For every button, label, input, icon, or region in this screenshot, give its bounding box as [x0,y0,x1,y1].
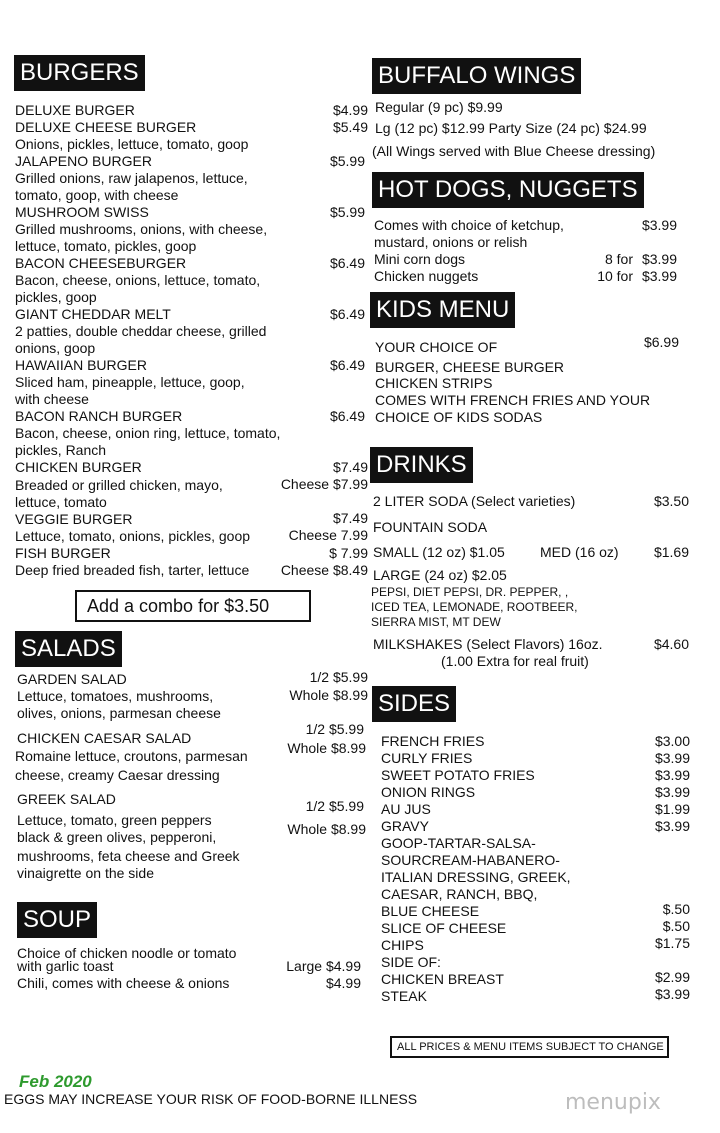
combo-box: Add a combo for $3.50 [75,590,311,622]
hawaiian-burger-price: $6.49 [329,357,365,373]
mushroom-description-1: Grilled mushrooms, onions, with cheese, [15,221,268,237]
chips: CHIPS [381,937,424,953]
wings-large-party: Lg (12 pc) $12.99 Party Size (24 pc) $24.99 [375,120,647,136]
french-fries-price: $3.00 [654,733,690,749]
buffalo-wings-header: BUFFALO WINGS [372,58,581,94]
menupix-watermark: menupix [565,1090,661,1115]
hot-dog-description-2: mustard, onions or relish [374,234,528,250]
deluxe-cheese-burger: DELUXE CHEESE BURGER [15,119,197,135]
soup-description-2: with garlic toast [17,958,114,974]
blue-cheese: BLUE CHEESE [381,903,480,919]
mini-corn-dogs: Mini corn dogs [374,251,466,267]
chicken-breast: CHICKEN BREAST [381,971,504,987]
garden-salad: GARDEN SALAD [17,671,127,687]
kids-choice: YOUR CHOICE OF [375,339,498,355]
fish-cheese-price: Cheese $8.49 [280,562,368,578]
cheddar-description-2: onions, goop [15,340,96,356]
deluxe-cheese-burger-price: $5.49 [332,119,368,135]
au-jus-price: $1.99 [654,801,690,817]
soda-flavors-1: PEPSI, DIET PEPSI, DR. PEPPER, , [371,585,569,599]
greek-description-1: Lettuce, tomato, green peppers [17,812,212,828]
chicken-description-2: lettuce, tomato [15,494,107,510]
fountain-soda: FOUNTAIN SODA [373,519,488,535]
salads-header: SALADS [15,631,122,667]
wings-regular: Regular (9 pc) $9.99 [375,99,503,115]
garden-salad-half-price: 1/2 $5.99 [309,669,368,685]
soda-flavors-2: ICED TEA, LEMONADE, ROOTBEER, [371,600,578,614]
jalapeno-description-1: Grilled onions, raw jalapenos, lettuce, [15,170,248,186]
soup-large-price: Large $4.99 [286,958,361,974]
steak-price: $3.99 [654,986,690,1002]
small-soda: SMALL (12 oz) $1.05 [373,544,505,560]
mushroom-description-2: lettuce, tomato, pickles, goop [15,238,197,254]
fish-burger-price: $ 7.99 [329,545,368,561]
sauces-1: GOOP-TARTAR-SALSA- [381,835,536,851]
milkshakes-price: $4.60 [653,636,689,652]
greek-whole-price: Whole $8.99 [287,821,366,837]
veggie-cheese-price: Cheese 7.99 [288,527,368,543]
deluxe-burger: DELUXE BURGER [15,102,135,118]
cheddar-description-1: 2 patties, double cheddar cheese, grilled [15,323,267,339]
kids-menu-header: KIDS MENU [370,292,515,328]
curly-fries: CURLY FRIES [381,750,473,766]
bacon-ranch-description-2: pickles, Ranch [15,442,107,458]
bacon-description-1: Bacon, cheese, onions, lettuce, tomato, [15,272,261,288]
jalapeno-burger-price: $5.99 [329,153,365,169]
chili-price: $4.99 [325,975,361,991]
soda-flavors-3: SIERRA MIST, MT DEW [371,615,501,629]
kids-option-1: BURGER, CHEESE BURGER [375,359,565,375]
chicken-nuggets: Chicken nuggets [374,268,479,284]
bacon-cheeseburger: BACON CHEESEBURGER [15,255,187,271]
gravy: GRAVY [381,818,429,834]
mushroom-swiss-price: $5.99 [329,204,365,220]
chicken-burger: CHICKEN BURGER [15,459,142,475]
steak: STEAK [381,988,427,1004]
greek-salad: GREEK SALAD [17,791,116,807]
chili-description: Chili, comes with cheese & onions [17,975,230,991]
giant-cheddar-melt-price: $6.49 [329,306,365,322]
bacon-ranch-burger-price: $6.49 [329,408,365,424]
fish-description: Deep fried breaded fish, tarter, lettuce [15,562,250,578]
caesar-description-1: Romaine lettuce, croutons, parmesan [15,748,248,764]
au-jus: AU JUS [381,801,431,817]
medium-soda: MED (16 oz) [540,544,619,560]
burgers-header: BURGERS [14,55,145,91]
garden-description-2: olives, onions, parmesan cheese [17,705,221,721]
slice-of-cheese: SLICE OF CHEESE [381,920,507,936]
greek-description-3: mushrooms, feta cheese and Greek [17,848,240,864]
chicken-breast-price: $2.99 [654,969,690,985]
kids-option-2: CHICKEN STRIPS [375,375,493,391]
sweet-potato-fries: SWEET POTATO FRIES [381,767,535,783]
chips-price: $1.75 [654,935,690,951]
hot-dog-description-1: Comes with choice of ketchup, [374,217,564,233]
veggie-burger-price: $7.49 [332,510,368,526]
chicken-cheese-price: Cheese $7.99 [280,476,368,492]
french-fries: FRENCH FRIES [381,733,485,749]
caesar-description-2: cheese, creamy Caesar dressing [15,767,220,783]
slice-of-cheese-price: $.50 [662,918,690,934]
blue-cheese-price: $.50 [662,901,690,917]
onion-rings-price: $3.99 [654,784,690,800]
corn-dogs-quantity: 8 for [604,251,633,267]
kids-price: $6.99 [643,334,679,350]
nuggets-quantity: 10 for [597,268,633,284]
greek-description-4: vinaigrette on the side [17,865,154,881]
two-liter-price: $3.50 [653,493,689,509]
hawaiian-description-1: Sliced ham, pineapple, lettuce, goop, [15,374,245,390]
deluxe-description: Onions, pickles, lettuce, tomato, goop [15,136,249,152]
menu-date: Feb 2020 [19,1072,92,1091]
drinks-header: DRINKS [370,447,473,483]
milkshakes: MILKSHAKES (Select Flavors) 16oz. [373,636,603,652]
sauces-4: CAESAR, RANCH, BBQ, [381,886,538,902]
large-soda: LARGE (24 oz) $2.05 [373,567,507,583]
chicken-caesar-salad: CHICKEN CAESAR SALAD [17,730,192,746]
hot-dogs-header: HOT DOGS, NUGGETS [372,172,644,208]
fish-burger: FISH BURGER [15,545,111,561]
nuggets-price: $3.99 [641,268,677,284]
gravy-price: $3.99 [654,818,690,834]
deluxe-burger-price: $4.99 [332,102,368,118]
sides-header: SIDES [372,686,456,722]
chicken-burger-price: $7.49 [332,459,368,475]
bacon-cheeseburger-price: $6.49 [329,255,365,271]
kids-description-2: CHOICE OF KIDS SODAS [375,409,543,425]
hot-dog-price: $3.99 [641,217,677,233]
giant-cheddar-melt: GIANT CHEDDAR MELT [15,306,171,322]
chicken-description-1: Breaded or grilled chicken, mayo, [15,477,223,493]
bacon-ranch-burger: BACON RANCH BURGER [15,408,183,424]
medium-soda-price: $1.69 [653,544,689,560]
food-safety-warning: EGGS MAY INCREASE YOUR RISK OF FOOD-BORNE ILLNESS [4,1091,418,1107]
veggie-description: Lettuce, tomato, onions, pickles, goop [15,528,251,544]
jalapeno-burger: JALAPENO BURGER [15,153,152,169]
side-of-label: SIDE OF: [381,954,441,970]
onion-rings: ONION RINGS [381,784,476,800]
greek-half-price: 1/2 $5.99 [305,798,364,814]
caesar-whole-price: Whole $8.99 [287,740,366,756]
soup-description-1: Choice of chicken noodle or tomato [17,945,237,961]
curly-fries-price: $3.99 [654,750,690,766]
jalapeno-description-2: tomato, goop, with cheese [15,187,179,203]
sauces-2: SOURCREAM-HABANERO- [381,852,560,868]
kids-description-1: COMES WITH FRENCH FRIES AND YOUR [375,392,651,408]
garden-description-1: Lettuce, tomatoes, mushrooms, [17,688,214,704]
price-change-notice: ALL PRICES & MENU ITEMS SUBJECT TO CHANGE [390,1036,669,1058]
hawaiian-burger: HAWAIIAN BURGER [15,357,147,373]
hawaiian-description-2: with cheese [15,391,89,407]
sauces-3: ITALIAN DRESSING, GREEK, [381,869,571,885]
greek-description-2: black & green olives, pepperoni, [17,829,217,845]
caesar-half-price: 1/2 $5.99 [305,721,364,737]
sweet-potato-fries-price: $3.99 [654,767,690,783]
veggie-burger: VEGGIE BURGER [15,511,133,527]
two-liter-soda: 2 LITER SODA (Select varieties) [373,493,576,509]
mushroom-swiss: MUSHROOM SWISS [15,204,149,220]
wings-dressing-note: (All Wings served with Blue Cheese dressing) [372,143,656,159]
garden-salad-whole-price: Whole $8.99 [289,687,368,703]
bacon-description-2: pickles, goop [15,289,97,305]
corn-dogs-price: $3.99 [641,251,677,267]
bacon-ranch-description-1: Bacon, cheese, onion ring, lettuce, tomato, [15,425,281,441]
milkshakes-note: (1.00 Extra for real fruit) [441,653,589,669]
soup-header: SOUP [17,902,97,938]
